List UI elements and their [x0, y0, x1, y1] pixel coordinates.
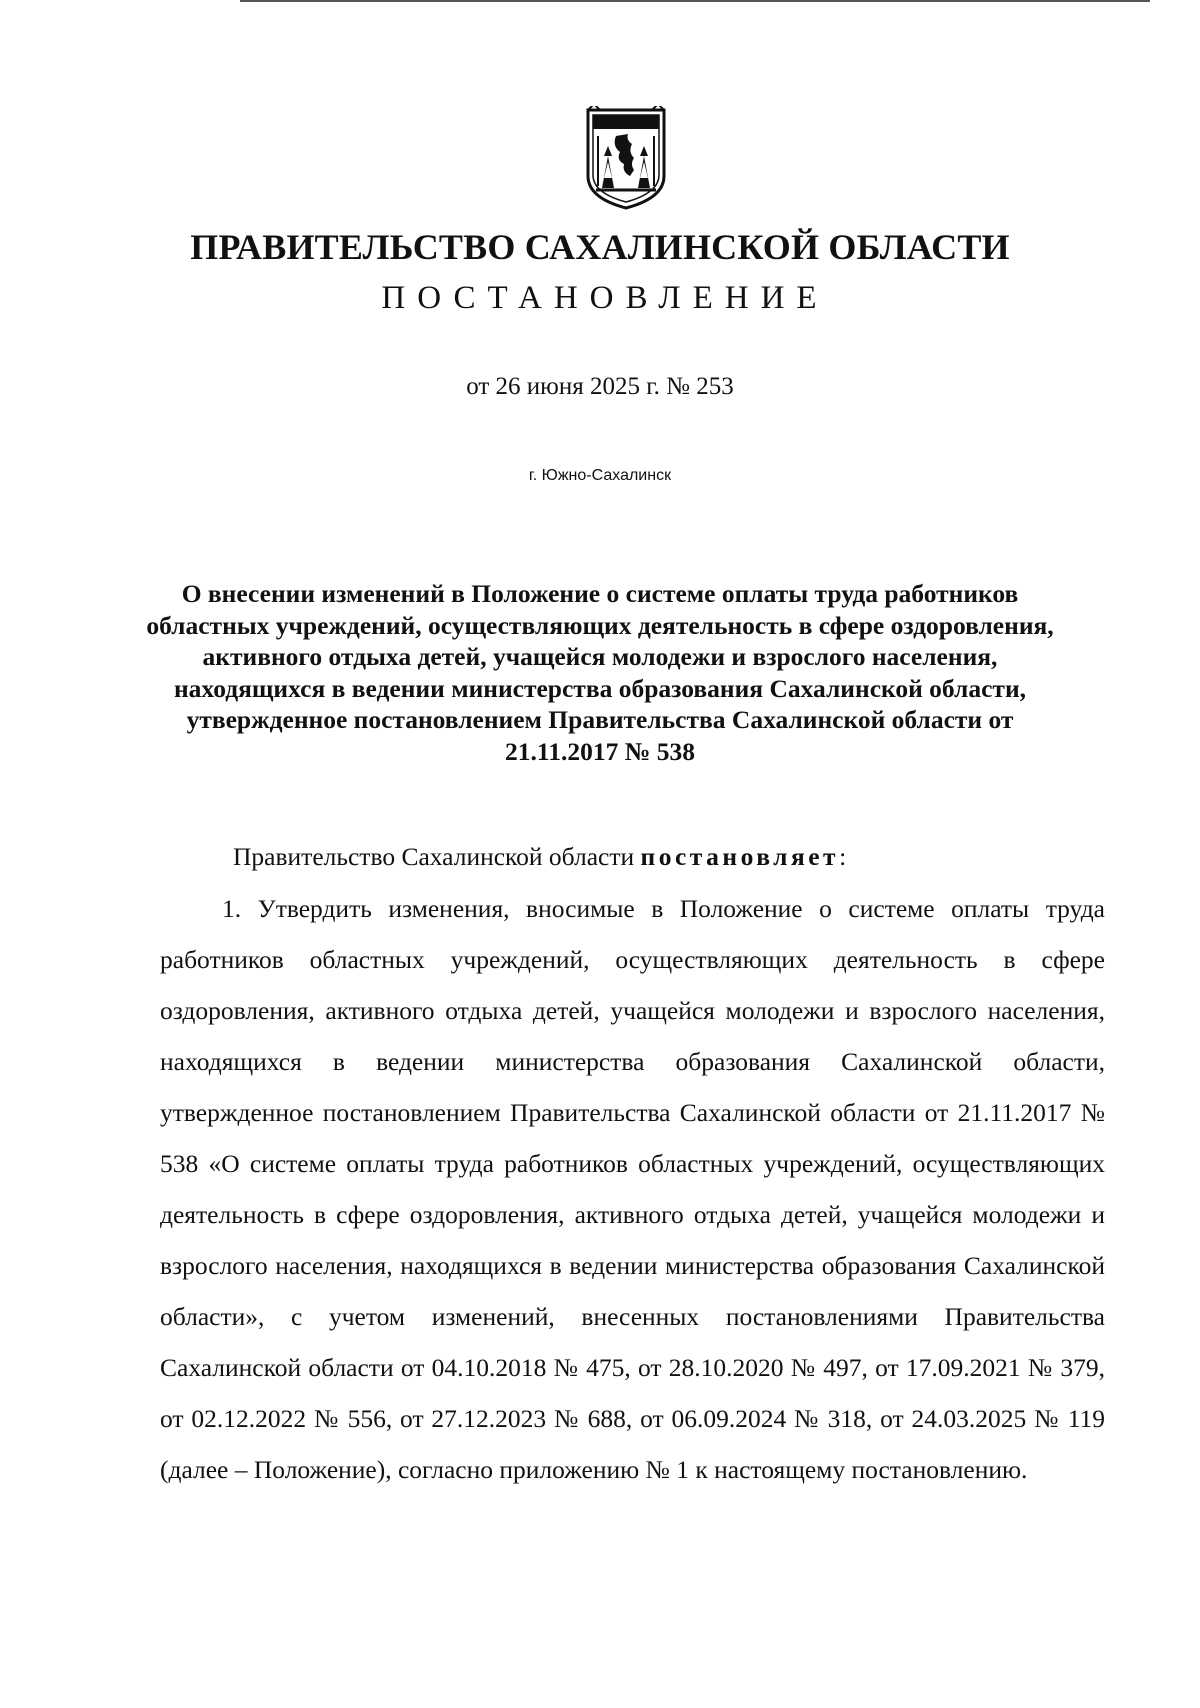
document-date-number: от 26 июня 2025 г. № 253 [466, 373, 734, 400]
paragraph-1: 1. Утвердить изменения, вносимые в Положение о системе оплаты труда работников областных учреждений, осуществляющих деятельность в сфере оздоровления, активного отдыха детей, учащейся молодежи и взрослого населения, находящихся в ведении министерства образования Сахалинской области, утвержденное постановлением Правительства Сахалинской области от 21.11.2017 № 538 «О системе оплаты труда работников областных учреждений, осуществляющих деятельность в сфере оздоровления, активного отдыха детей, учащейся молодежи и взрослого населения, находящихся в ведении министерства образования Сахалинской области», с учетом изменений, внесенных постановлениями Правительства Сахалинской области от 04.10.2018 № 475, от 28.10.2020 № 497, от 17.09.2021 № 379, от 02.12.2022 № 556, от 27.12.2023 № 688, от 06.09.2024 № 318, от 24.03.2025 № 119 (далее – Положение), согласно приложению № 1 к настоящему постановлению. [160, 894, 1105, 1484]
preamble [233, 842, 846, 872]
authority-title: ПРАВИТЕЛЬСТВО САХАЛИНСКОЙ ОБЛАСТИ [190, 227, 1010, 267]
preamble-colon: : [839, 842, 847, 871]
preamble-text: Правительство Сахалинской области [233, 842, 641, 871]
sakhalin-coat-of-arms-icon [582, 106, 670, 210]
document-city: г. Южно-Сахалинск [528, 467, 672, 484]
preamble-resolves: постановляет [640, 842, 840, 871]
document-heading: О внесении изменений в Положение о системе оплаты труда работников областных учреждений, осуществляющих деятельность в сфере оздоровления, активного отдыха детей, учащейся молодежи и взрослого населения, находящихся в ведении министерства образования Сахалинской области, утвержденное постановлением Правительства Сахалинской области от 21.11.2017 № 538 [146, 579, 1054, 766]
top-border-line [240, 0, 1150, 2]
document-type: ПОСТАНОВЛЕНИЕ [381, 280, 829, 316]
